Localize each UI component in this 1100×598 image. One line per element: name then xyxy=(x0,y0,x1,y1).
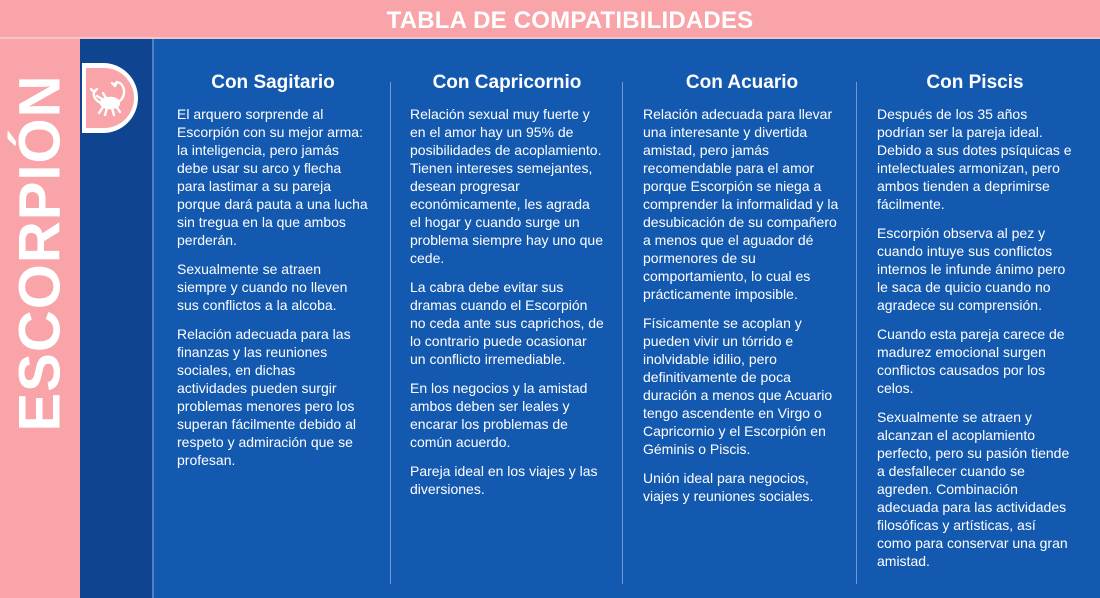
column-paragraph: El arquero sorprende al Escorpión con su mejor arma: la inteligencia, pero jamás debe usar su arco y flecha para lastimar a su pareja porque dará pauta a una lucha sin tregua en la que ambos perderán. xyxy=(177,106,368,248)
column-paragraph: Escorpión observa al pez y cuando intuye sus conflictos internos le infunde ánimo pero le saca de quicio cuando no agradece su comprensión. xyxy=(877,225,1066,313)
column-piscis xyxy=(877,70,1073,581)
column-paragraph: Relación adecuada para las finanzas y las reuniones sociales, en dichas actividades pueden surgir problemas menores pero los superan fácilmente debido al respeto y admiración que se profesan. xyxy=(177,326,357,468)
column-paragraph: Físicamente se acoplan y pueden vivir un tórrido e inolvidable idilio, pero definitivamente de poca duración a menos que Acuario tengo ascendente en Virgo o Capricornio y el Escorpión en Géminis o Piscis. xyxy=(643,315,833,457)
column-divider xyxy=(390,82,391,584)
column-paragraph: La cabra debe evitar sus dramas cuando el Escorpión no ceda ante sus caprichos, de lo contrario puede ocasionar un conflicto irremediable. xyxy=(410,279,604,367)
column-title: Con Acuario xyxy=(685,72,799,93)
column-paragraph: Después de los 35 años podrían ser la pareja ideal. Debido a sus dotes psíquicas e intelectuales armonizan, pero ambos tienden a deprimirse fácilmente. xyxy=(877,106,1072,212)
sign-sidebar xyxy=(0,39,80,598)
column-paragraph: Sexualmente se atraen y alcanzan el acoplamiento perfecto, pero su pasión tiende a desfallecer cuando se agreden. Combinación adecuada para las actividades filosóficas y artísticas, así como para conservar una gran amistad. xyxy=(877,409,1070,569)
column-paragraph: Pareja ideal en los viajes y las diversiones. xyxy=(410,463,598,497)
column-capricornio xyxy=(410,70,604,509)
column-paragraph: Relación sexual muy fuerte y en el amor hay un 95% de posibilidades de acoplamiento. Tienen intereses semejantes, desean progresar económicamente, les agrada el hogar y cuando surge un problema siempre hay uno que cede. xyxy=(410,106,604,266)
column-title: Con Sagitario xyxy=(211,72,335,93)
column-title: Con Piscis xyxy=(926,72,1024,93)
column-title: Con Capricornio xyxy=(432,72,582,93)
column-divider xyxy=(622,82,623,584)
sign-name: ESCORPIÓN xyxy=(7,74,73,432)
column-paragraph: Relación adecuada para llevar una interesante y divertida amistad, pero jamás recomendable para el amor porque Escorpión se niega a comprender la informalidad y la desubicación de su compañero a menos que el aguador dé pormenores de su comportamiento, lo cual es prácticamente imposible. xyxy=(643,106,839,302)
column-sagitario xyxy=(177,70,369,480)
header-bar xyxy=(0,0,1100,39)
scorpion-icon xyxy=(88,75,132,121)
column-acuario xyxy=(643,70,841,516)
page-title: TABLA DE COMPATIBILIDADES xyxy=(386,7,754,34)
column-paragraph: Cuando esta pareja carece de madurez emocional surgen conflictos causados por los celos. xyxy=(877,326,1065,396)
column-paragraph: En los negocios y la amistad ambos deben ser leales y encarar los problemas de común acuerdo. xyxy=(410,380,588,450)
strip-edge-line xyxy=(152,39,154,598)
column-divider xyxy=(856,82,857,584)
column-paragraph: Unión ideal para negocios, viajes y reuniones sociales. xyxy=(643,470,814,504)
column-paragraph: Sexualmente se atraen siempre y cuando no lleven sus conflictos a la alcoba. xyxy=(177,261,348,313)
